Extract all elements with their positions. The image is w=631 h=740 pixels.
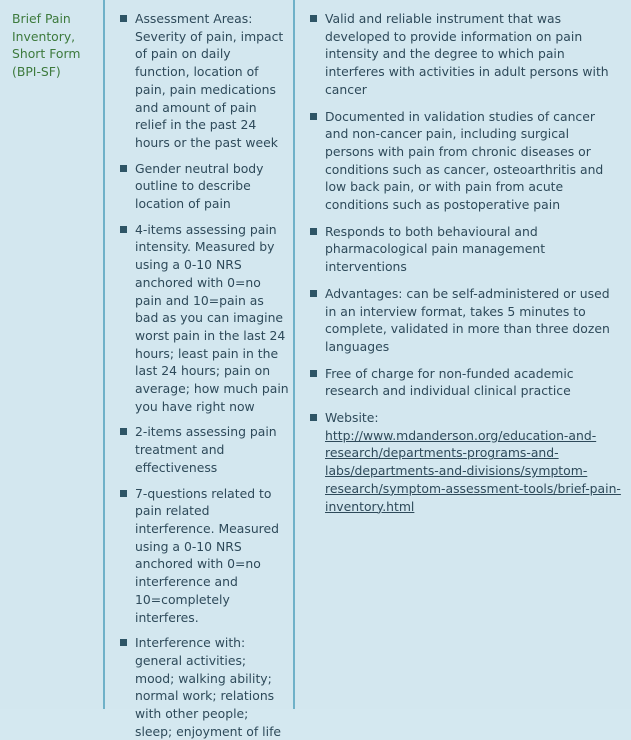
square-bullet-icon [120,428,127,435]
square-bullet-icon [310,113,317,120]
website-link[interactable]: http://www.mdanderson.org/education-and-research/departments-programs-and-labs/departments-and-divisions/symptom-research/symptom-assessment-tools/brief-pain-inventory.html [325,427,621,514]
notes-item: Advantages: can be self-administered or used in an interview format, takes 5 minutes to complete, validated in more than three dozen languages [309,285,621,356]
description-cell [103,0,293,739]
notes-item: Valid and reliable instrument that was developed to provide information on pain intensity and the degree to which pain interferes with activities in adult persons with cancer [309,10,621,99]
instrument-name-line: (BPI-SF) [12,64,61,80]
description-item: Gender neutral body outline to describe location of pain [119,160,289,213]
square-bullet-icon [120,639,127,646]
website-item [309,409,621,515]
notes-list [309,10,621,515]
description-item: 4-items assessing pain intensity. Measured by using a 0-10 NRS anchored with 0=no pain and 10=pain as bad as you can imagine worst pain in the last 24 hours; least pain in the last 24 hours; pain on average; how much pain you have right now [119,221,289,416]
square-bullet-icon [120,226,127,233]
notes-cell [293,0,631,709]
notes-item: Free of charge for non-funded academic research and individual clinical practice [309,365,621,400]
instrument-name-line: Short Form [12,46,81,62]
description-list [119,10,289,740]
square-bullet-icon [310,15,317,22]
square-bullet-icon [120,15,127,22]
square-bullet-icon [310,414,317,421]
instrument-name-cell [0,0,103,709]
square-bullet-icon [310,370,317,377]
notes-item: Documented in validation studies of cancer and non-cancer pain, including surgical persons with pain from chronic diseases or conditions such as cancer, osteoarthritis and low back pain, or with pain from acute conditions such as postoperative pain [309,108,621,214]
instrument-name-line: Brief Pain [12,11,71,26]
website-label: Website: [325,410,379,426]
square-bullet-icon [120,165,127,172]
description-item: 2-items assessing pain treatment and effectiveness [119,423,289,476]
square-bullet-icon [310,228,317,235]
description-item: 7-questions related to pain related interference. Measured using a 0-10 NRS anchored with 0=no interference and 10=completely interferes. [119,485,289,627]
instrument-name-line: Inventory, [12,28,76,44]
square-bullet-icon [120,490,127,497]
description-item: Interference with: general activities; mood; walking ability; normal work; relations with other people; sleep; enjoyment of life [119,634,289,740]
square-bullet-icon [310,290,317,297]
notes-item: Responds to both behavioural and pharmacological pain management interventions [309,223,621,276]
description-item: Assessment Areas: Severity of pain, impact of pain on daily function, location of pain, pain medications and amount of pain relief in the past 24 hours or the past week [119,10,289,152]
